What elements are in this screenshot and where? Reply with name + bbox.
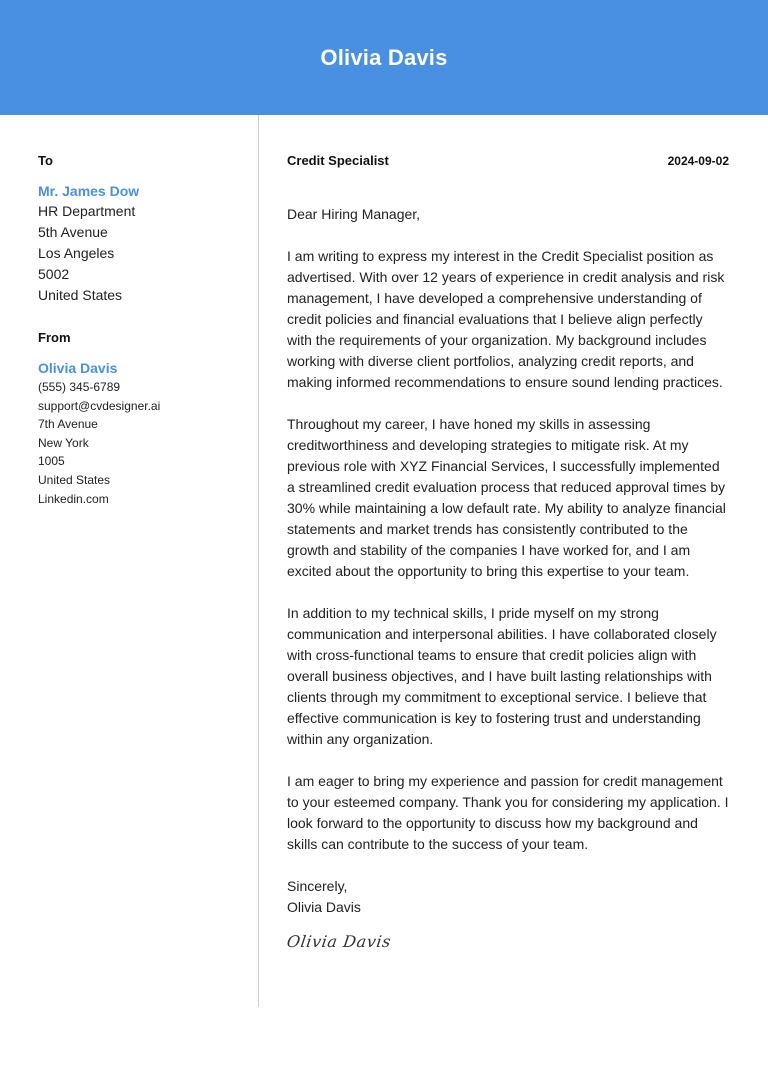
paragraph-skills: In addition to my technical skills, I pride myself on my strong communication and interpersonal abilities. I have collaborated closely with cross-functional teams to ensure that credit policies align with overall business objectives, and I have built lasting relationships with clients through my commitment to exceptional service. I believe that effective communication is key to fostering trust and understanding within any organization. [287,605,717,747]
recipient-city: Los Angeles [38,245,115,261]
salutation: Dear Hiring Manager, [287,206,421,222]
paragraph-intro: I am writing to express my interest in the Credit Specialist position as advertised. With over 12 years of experience in credit analysis and risk management, I have developed a comprehensive understanding of credit policies and financial evaluations that I believe align perfectly with the requirements of your organization. My background includes working with diverse client portfolios, analyzing credit reports, and making informed recommendations to ensure sound lending practices. [287,248,725,390]
sender-linkedin: Linkedin.com [38,491,109,506]
to-section-title: To [38,153,53,168]
closing-name: Olivia Davis [287,899,361,915]
sender-name: Olivia Davis [38,360,118,376]
recipient-street: 5th Avenue [38,224,108,240]
header-name: Olivia Davis [320,44,448,70]
sender-phone: (555) 345-6789 [38,380,121,394]
closing [287,876,729,918]
job-title: Credit Specialist [287,153,389,168]
from-section-title: From [38,330,71,345]
recipient-name: Mr. James Dow [38,183,140,199]
recipient-country: United States [38,287,123,303]
handwritten-signature: Olivia Davis [285,932,393,951]
page-header [0,0,768,115]
sender-city: New York [38,435,89,450]
letter-header [287,153,729,173]
paragraph-conclusion: I am eager to bring my experience and passion for credit management to your esteemed company. Thank you for considering my application. I look forward to the opportunity to discuss how my background and skills can contribute to the success of your team. [287,773,729,852]
sender-email: support@cvdesigner.ai [38,398,161,413]
sender-postal-code: 1005 [38,454,65,469]
letter-body [287,153,729,952]
column-divider [258,115,259,1007]
letter-date: 2024-09-02 [667,154,729,168]
closing-phrase: Sincerely, [287,878,348,894]
paragraph-experience: Throughout my career, I have honed my skills in assessing creditworthiness and developing strategies to mitigate risk. At my previous role with XYZ Financial Services, I successfully implemented a streamlined credit evaluation process that reduced approval times by 30% while maintaining a low default rate. My ability to analyze financial statements and market trends has consistently contributed to the growth and stability of the companies I have worked for, and I am excited about the opportunity to bring this expertise to your team. [287,416,726,579]
sender-street: 7th Avenue [38,417,98,432]
sidebar [38,153,243,508]
sender-country: United States [38,472,111,487]
recipient-postal-code: 5002 [38,266,70,282]
recipient-department: HR Department [38,203,136,219]
